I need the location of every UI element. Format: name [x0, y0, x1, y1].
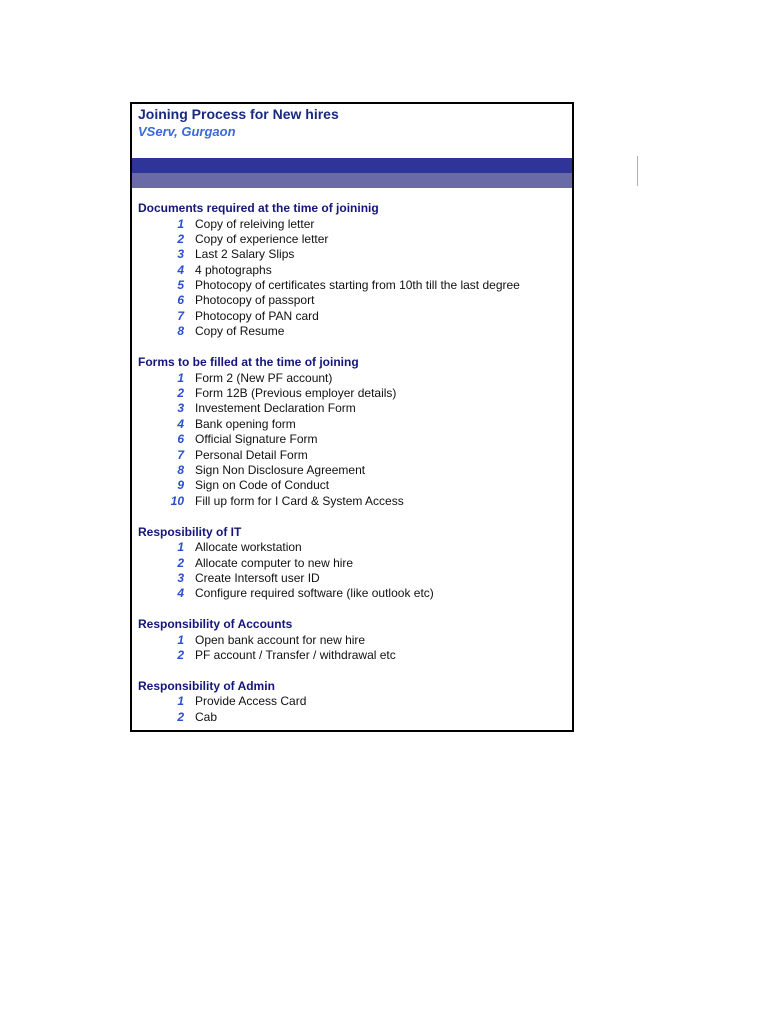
document-content [132, 201, 572, 741]
item-text: Allocate workstation [195, 540, 302, 555]
item-number: 6 [177, 432, 184, 447]
item-text: Sign on Code of Conduct [195, 478, 330, 493]
item-text: Form 12B (Previous employer details) [195, 386, 397, 401]
item-text: PF account / Transfer / withdrawal etc [195, 648, 396, 663]
section [132, 525, 572, 602]
list-item [132, 432, 572, 447]
section-title: Responsibility of Admin [138, 678, 275, 693]
list-item [132, 710, 572, 725]
item-number: 2 [177, 555, 184, 570]
list-item [132, 401, 572, 416]
section [132, 201, 572, 340]
item-text: Sign Non Disclosure Agreement [195, 462, 366, 477]
header-band-dark [132, 158, 572, 173]
list-item [132, 309, 572, 324]
list-item [132, 278, 572, 293]
item-text: Photocopy of certificates starting from 10th till the last degree [195, 278, 520, 293]
list-item [132, 232, 572, 247]
list-item [132, 586, 572, 601]
item-number: 9 [177, 478, 184, 493]
item-text: Photocopy of passport [195, 293, 315, 308]
item-text: Cab [195, 709, 218, 724]
item-text: Investement Declaration Form [195, 401, 356, 416]
list-item [132, 463, 572, 478]
item-text: Fill up form for I Card & System Access [195, 493, 404, 508]
item-text: Copy of releiving letter [195, 216, 315, 231]
list-item [132, 386, 572, 401]
item-number: 1 [177, 370, 184, 385]
list-item [132, 694, 572, 709]
item-text: Photocopy of PAN card [195, 308, 319, 323]
list-item [132, 293, 572, 308]
list-item [132, 417, 572, 432]
list-item [132, 247, 572, 262]
item-number: 6 [177, 293, 184, 308]
item-number: 10 [170, 493, 184, 508]
list-item [132, 648, 572, 663]
item-text: Personal Detail Form [195, 447, 308, 462]
item-number: 4 [177, 416, 184, 431]
header-band-light [132, 173, 572, 188]
list-item [132, 571, 572, 586]
list-item [132, 556, 572, 571]
item-text: 4 photographs [195, 262, 272, 277]
item-number: 1 [177, 632, 184, 647]
section-title: Responsibility of Accounts [138, 617, 293, 632]
text-cursor [637, 156, 638, 186]
item-number: 7 [177, 447, 184, 462]
item-number: 3 [177, 570, 184, 585]
item-text: Copy of Resume [195, 324, 285, 339]
list-item [132, 494, 572, 509]
item-number: 2 [177, 386, 184, 401]
section-title: Documents required at the time of joininig [138, 201, 379, 215]
document-subtitle: VServ, Gurgaon [138, 124, 236, 139]
item-text: Form 2 (New PF account) [195, 370, 333, 385]
section [132, 355, 572, 509]
item-text: Official Signature Form [195, 432, 318, 447]
item-text: Configure required software (like outlook etc) [195, 586, 434, 601]
section [132, 679, 572, 725]
item-number: 4 [177, 586, 184, 601]
list-item [132, 217, 572, 232]
item-number: 2 [177, 648, 184, 663]
item-number: 3 [177, 247, 184, 262]
document-page [130, 102, 574, 732]
item-number: 3 [177, 401, 184, 416]
section-title: Forms to be filled at the time of joining [138, 355, 359, 370]
item-number: 2 [177, 231, 184, 246]
item-text: Bank opening form [195, 416, 296, 431]
item-number: 8 [177, 324, 184, 339]
list-item [132, 478, 572, 493]
item-text: Create Intersoft user ID [195, 570, 320, 585]
item-text: Copy of experience letter [195, 231, 329, 246]
list-item [132, 263, 572, 278]
item-text: Allocate computer to new hire [195, 555, 354, 570]
list-item [132, 324, 572, 339]
item-number: 5 [177, 278, 184, 293]
list-item [132, 633, 572, 648]
item-text: Last 2 Salary Slips [195, 247, 295, 262]
item-number: 4 [177, 262, 184, 277]
list-item [132, 371, 572, 386]
item-number: 1 [177, 540, 184, 555]
item-number: 2 [177, 709, 184, 724]
section-title: Resposibility of IT [138, 524, 242, 539]
item-number: 1 [177, 694, 184, 709]
list-item [132, 448, 572, 463]
item-number: 1 [177, 216, 184, 231]
item-number: 7 [177, 308, 184, 323]
list-item [132, 540, 572, 555]
section [132, 617, 572, 663]
document-title: Joining Process for New hires [138, 106, 339, 122]
item-number: 8 [177, 462, 184, 477]
item-text: Provide Access Card [195, 694, 307, 709]
item-text: Open bank account for new hire [195, 632, 366, 647]
